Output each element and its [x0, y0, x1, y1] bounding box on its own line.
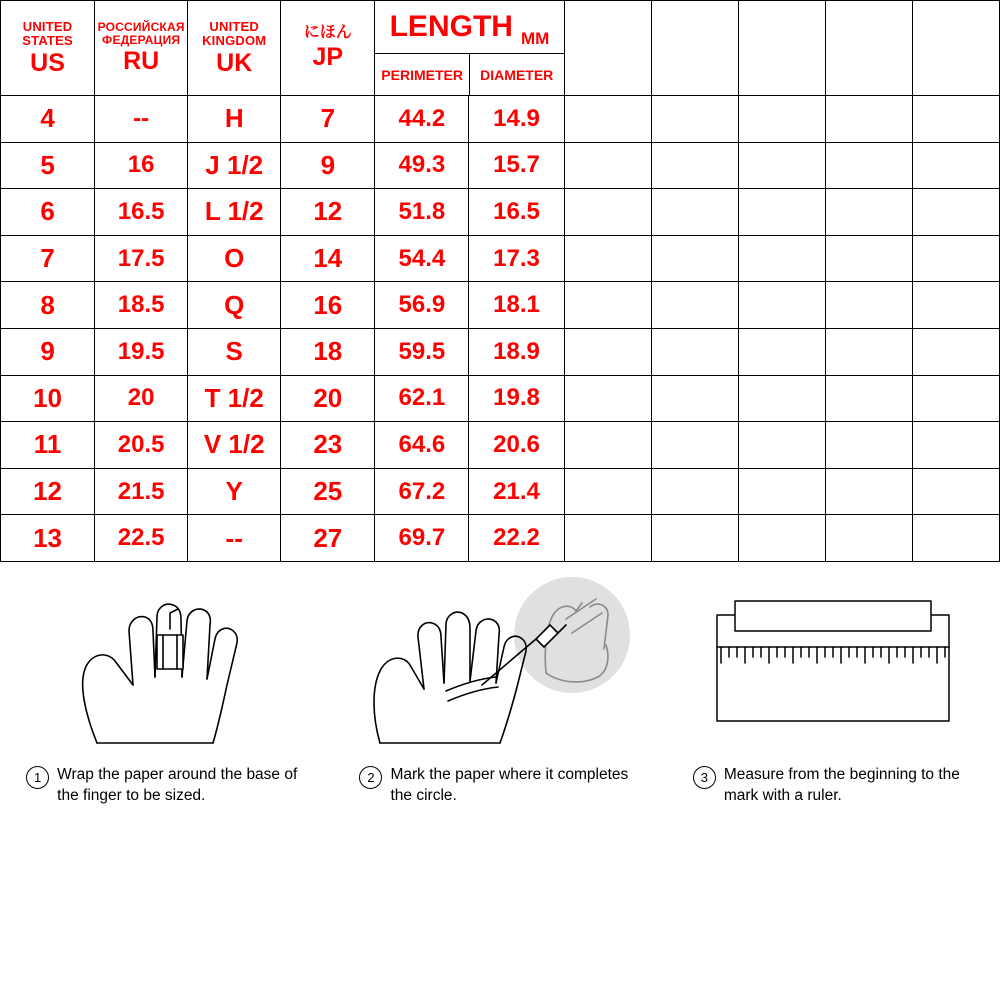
cell-blank-1 [564, 328, 651, 375]
header-ru-line2: ФЕДЕРАЦИЯ [102, 32, 181, 47]
instruction-step-2 [333, 570, 666, 870]
cell-blank-1 [564, 96, 651, 143]
cell-perimeter: 49.3 [375, 142, 469, 189]
header-ru-code: RU [123, 47, 160, 76]
cell-blank-2 [651, 375, 738, 422]
cell-uk: L 1/2 [188, 189, 281, 236]
header-length-unit: MM [520, 29, 550, 48]
table-row [1, 422, 1000, 469]
table-row [1, 142, 1000, 189]
cell-perimeter: 44.2 [375, 96, 469, 143]
cell-ru: 16 [95, 142, 188, 189]
cell-blank-5 [912, 375, 999, 422]
cell-blank-3 [738, 328, 825, 375]
cell-blank-4 [825, 515, 912, 562]
cell-uk: Q [188, 282, 281, 329]
cell-blank-1 [564, 189, 651, 236]
cell-ru: 20 [95, 375, 188, 422]
cell-blank-5 [912, 468, 999, 515]
cell-ru: -- [95, 96, 188, 143]
header-us-line2: STATES [22, 32, 73, 48]
step-caption: Wrap the paper around the base of the finger to be sized. [57, 766, 298, 804]
cell-uk: H [188, 96, 281, 143]
step-caption: Measure from the beginning to the mark with a ruler. [723, 766, 960, 804]
header-blank-3 [738, 1, 825, 96]
cell-diameter: 20.6 [469, 422, 564, 469]
cell-jp: 7 [281, 96, 375, 143]
table-row [1, 189, 1000, 236]
table-row [1, 375, 1000, 422]
cell-diameter: 14.9 [469, 96, 564, 143]
header-diameter: DIAMETER [480, 66, 554, 83]
step-caption: Mark the paper where it completes the circle. [390, 766, 629, 804]
cell-perimeter: 62.1 [375, 375, 469, 422]
cell-blank-4 [825, 189, 912, 236]
cell-jp: 18 [281, 328, 375, 375]
cell-blank-5 [912, 189, 999, 236]
cell-blank-5 [912, 235, 999, 282]
header-blank-2 [651, 1, 738, 96]
cell-blank-3 [738, 235, 825, 282]
hand-with-paper-strip-icon [0, 570, 333, 765]
cell-blank-1 [564, 468, 651, 515]
cell-jp: 25 [281, 468, 375, 515]
cell-blank-3 [738, 142, 825, 189]
header-us-line1: UNITED [22, 19, 73, 35]
cell-us: 10 [1, 375, 95, 422]
cell-blank-2 [651, 422, 738, 469]
cell-perimeter: 51.8 [375, 189, 469, 236]
cell-jp: 14 [281, 235, 375, 282]
table-header-row [1, 1, 1000, 96]
cell-blank-5 [912, 422, 999, 469]
table-row [1, 235, 1000, 282]
cell-diameter: 17.3 [469, 235, 564, 282]
cell-blank-4 [825, 282, 912, 329]
header-blank-4 [825, 1, 912, 96]
step-number: 2 [359, 766, 382, 789]
table-row [1, 282, 1000, 329]
cell-jp: 16 [281, 282, 375, 329]
instruction-step-1 [0, 570, 333, 870]
cell-blank-3 [738, 468, 825, 515]
cell-perimeter: 54.4 [375, 235, 469, 282]
cell-jp: 27 [281, 515, 375, 562]
header-uk [188, 1, 281, 96]
header-jp [281, 1, 375, 96]
cell-uk: S [188, 328, 281, 375]
cell-blank-2 [651, 235, 738, 282]
cell-ru: 16.5 [95, 189, 188, 236]
cell-blank-1 [564, 375, 651, 422]
table-row [1, 96, 1000, 143]
cell-ru: 21.5 [95, 468, 188, 515]
cell-jp: 20 [281, 375, 375, 422]
header-ru-line1: РОССИЙСКАЯ [97, 20, 185, 35]
cell-uk: T 1/2 [188, 375, 281, 422]
cell-blank-5 [912, 282, 999, 329]
cell-diameter: 22.2 [469, 515, 564, 562]
cell-ru: 19.5 [95, 328, 188, 375]
header-length-title: LENGTH [389, 10, 513, 43]
cell-blank-2 [651, 328, 738, 375]
cell-blank-2 [651, 282, 738, 329]
cell-diameter: 19.8 [469, 375, 564, 422]
cell-us: 7 [1, 235, 95, 282]
cell-blank-4 [825, 235, 912, 282]
cell-us: 5 [1, 142, 95, 189]
header-blank-5 [912, 1, 999, 96]
cell-blank-1 [564, 422, 651, 469]
header-uk-line2: KINGDOM [202, 32, 267, 48]
cell-blank-3 [738, 189, 825, 236]
cell-ru: 18.5 [95, 282, 188, 329]
cell-us: 13 [1, 515, 95, 562]
cell-diameter: 18.9 [469, 328, 564, 375]
pen-marking-paper-icon [333, 570, 666, 765]
header-us [1, 1, 95, 96]
cell-blank-2 [651, 468, 738, 515]
instruction-step-3 [667, 570, 1000, 870]
cell-diameter: 21.4 [469, 468, 564, 515]
cell-ru: 17.5 [95, 235, 188, 282]
table-row [1, 468, 1000, 515]
cell-blank-3 [738, 282, 825, 329]
header-uk-line1: UNITED [209, 19, 259, 35]
cell-blank-2 [651, 189, 738, 236]
header-length [375, 1, 564, 96]
cell-blank-1 [564, 235, 651, 282]
cell-blank-2 [651, 142, 738, 189]
step-number: 3 [693, 766, 716, 789]
cell-blank-3 [738, 515, 825, 562]
cell-blank-4 [825, 142, 912, 189]
cell-perimeter: 56.9 [375, 282, 469, 329]
cell-blank-4 [825, 328, 912, 375]
cell-jp: 23 [281, 422, 375, 469]
cell-jp: 12 [281, 189, 375, 236]
cell-diameter: 18.1 [469, 282, 564, 329]
cell-blank-3 [738, 422, 825, 469]
cell-us: 12 [1, 468, 95, 515]
header-blank-1 [564, 1, 651, 96]
cell-blank-1 [564, 282, 651, 329]
header-uk-code: UK [216, 48, 253, 77]
header-ru [95, 1, 188, 96]
cell-uk: O [188, 235, 281, 282]
cell-uk: -- [188, 515, 281, 562]
cell-perimeter: 69.7 [375, 515, 469, 562]
cell-diameter: 16.5 [469, 189, 564, 236]
cell-blank-4 [825, 422, 912, 469]
cell-blank-5 [912, 328, 999, 375]
header-us-code: US [30, 48, 65, 77]
cell-blank-5 [912, 515, 999, 562]
cell-us: 8 [1, 282, 95, 329]
cell-blank-5 [912, 142, 999, 189]
cell-blank-3 [738, 96, 825, 143]
cell-blank-2 [651, 515, 738, 562]
cell-blank-1 [564, 515, 651, 562]
cell-blank-4 [825, 96, 912, 143]
cell-us: 11 [1, 422, 95, 469]
cell-uk: J 1/2 [188, 142, 281, 189]
cell-diameter: 15.7 [469, 142, 564, 189]
cell-jp: 9 [281, 142, 375, 189]
cell-perimeter: 59.5 [375, 328, 469, 375]
header-jp-code: JP [312, 43, 344, 72]
table-row [1, 515, 1000, 562]
cell-blank-5 [912, 96, 999, 143]
table-row [1, 328, 1000, 375]
cell-us: 4 [1, 96, 95, 143]
cell-perimeter: 67.2 [375, 468, 469, 515]
ruler-measuring-icon [667, 570, 1000, 765]
cell-ru: 22.5 [95, 515, 188, 562]
cell-uk: Y [188, 468, 281, 515]
cell-us: 6 [1, 189, 95, 236]
cell-blank-1 [564, 142, 651, 189]
cell-us: 9 [1, 328, 95, 375]
cell-blank-4 [825, 468, 912, 515]
cell-uk: V 1/2 [188, 422, 281, 469]
step-number: 1 [26, 766, 49, 789]
header-jp-line1: にほん [303, 24, 352, 42]
cell-perimeter: 64.6 [375, 422, 469, 469]
cell-ru: 20.5 [95, 422, 188, 469]
cell-blank-4 [825, 375, 912, 422]
instructions-section [0, 570, 1000, 870]
cell-blank-3 [738, 375, 825, 422]
cell-blank-2 [651, 96, 738, 143]
header-perimeter: PERIMETER [375, 54, 470, 95]
